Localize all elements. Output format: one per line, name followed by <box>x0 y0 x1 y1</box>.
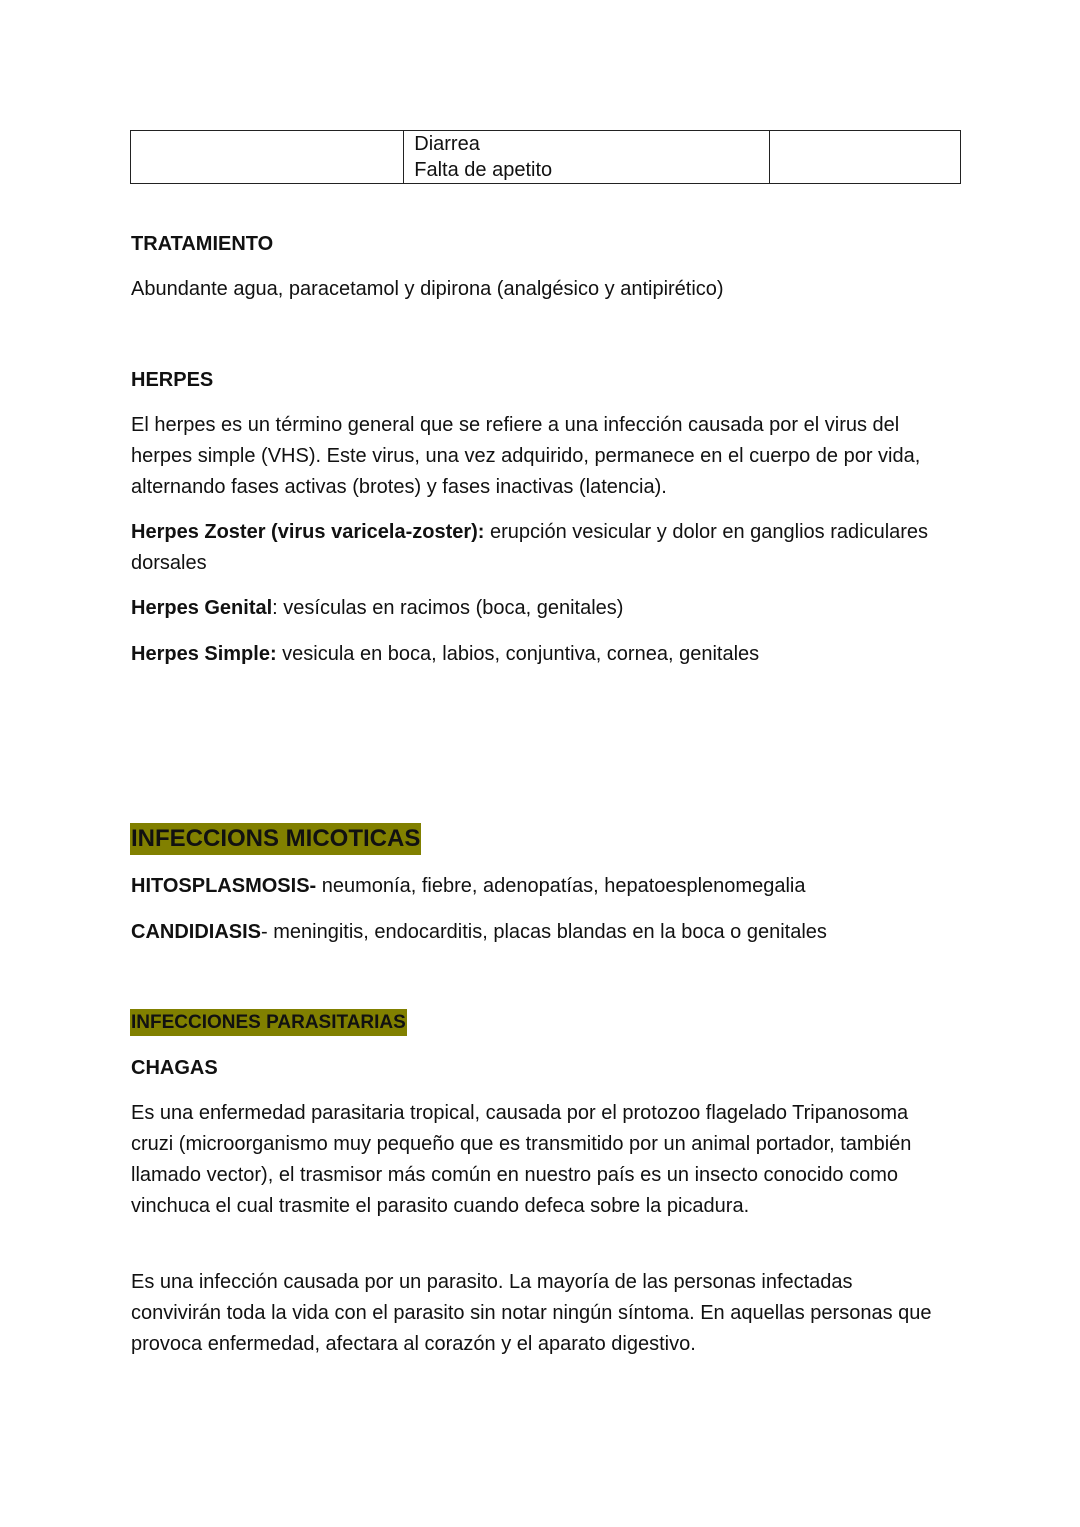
herpes-heading: HERPES <box>131 369 214 391</box>
micoticas-heading: INFECCIONS MICOTICAS <box>130 823 421 855</box>
tratamiento-heading: TRATAMIENTO <box>131 233 274 255</box>
herpes-simple-desc: vesicula en boca, labios, conjuntiva, cornea, genitales <box>276 643 760 665</box>
table-row <box>131 131 961 184</box>
herpes-genital-term: Herpes Genital <box>131 597 273 619</box>
table-cell-line: Falta de apetito <box>414 159 553 181</box>
herpes-zoster-item <box>131 517 941 579</box>
table-cell-2 <box>404 131 770 184</box>
histoplasmosis-desc: neumonía, fiebre, adenopatías, hepatoesplenomegalia <box>316 875 806 897</box>
chagas-paragraph-1: Es una enfermedad parasitaria tropical, causada por el protozoo flagelado Tripanosoma cruzi (microorganismo muy pequeño que es transmitido por un animal portador, también llamado vector), el trasmisor más común en nuestro país es un insecto conocido como vinchuca el cual trasmite el parasito cuando defeca sobre la picadura. <box>131 1102 912 1217</box>
table-cell-line: Diarrea <box>414 133 480 155</box>
candidiasis-desc: - meningitis, endocarditis, placas blandas en la boca o genitales <box>261 921 827 943</box>
histoplasmosis-term: HITOSPLASMOSIS- <box>131 875 317 897</box>
tratamiento-text: Abundante agua, paracetamol y dipirona (analgésico y antipirético) <box>131 278 724 300</box>
herpes-simple-term: Herpes Simple: <box>131 643 277 665</box>
herpes-simple-item <box>131 639 941 670</box>
herpes-zoster-term: Herpes Zoster (virus varicela-zoster): <box>131 521 485 543</box>
herpes-intro: El herpes es un término general que se refiere a una infección causada por el virus del herpes simple (VHS). Este virus, una vez adquirido, permanece en el cuerpo de por vida, alternando fases activas (brotes) y fases inactivas (latencia). <box>131 414 921 498</box>
herpes-genital-item <box>131 593 941 624</box>
herpes-zoster-desc: erupción vesicular y dolor en ganglios radiculares dorsales <box>131 521 929 574</box>
parasitarias-heading: INFECCIONES PARASITARIAS <box>130 1009 407 1036</box>
candidiasis-term: CANDIDIASIS <box>131 921 262 943</box>
table-cell-1 <box>131 131 404 184</box>
chagas-paragraph-2: Es una infección causada por un parasito. La mayoría de las personas infectadas convivirán toda la vida con el parasito sin notar ningún síntoma. En aquellas personas que provoca enfermedad, afectara al corazón y el aparato digestivo. <box>131 1271 932 1355</box>
candidiasis-item <box>131 917 941 948</box>
herpes-genital-desc: : vesículas en racimos (boca, genitales) <box>272 597 624 619</box>
symptoms-table <box>130 130 961 184</box>
histoplasmosis-item <box>131 871 941 902</box>
chagas-heading: CHAGAS <box>131 1057 218 1079</box>
table-cell-3 <box>770 131 961 184</box>
